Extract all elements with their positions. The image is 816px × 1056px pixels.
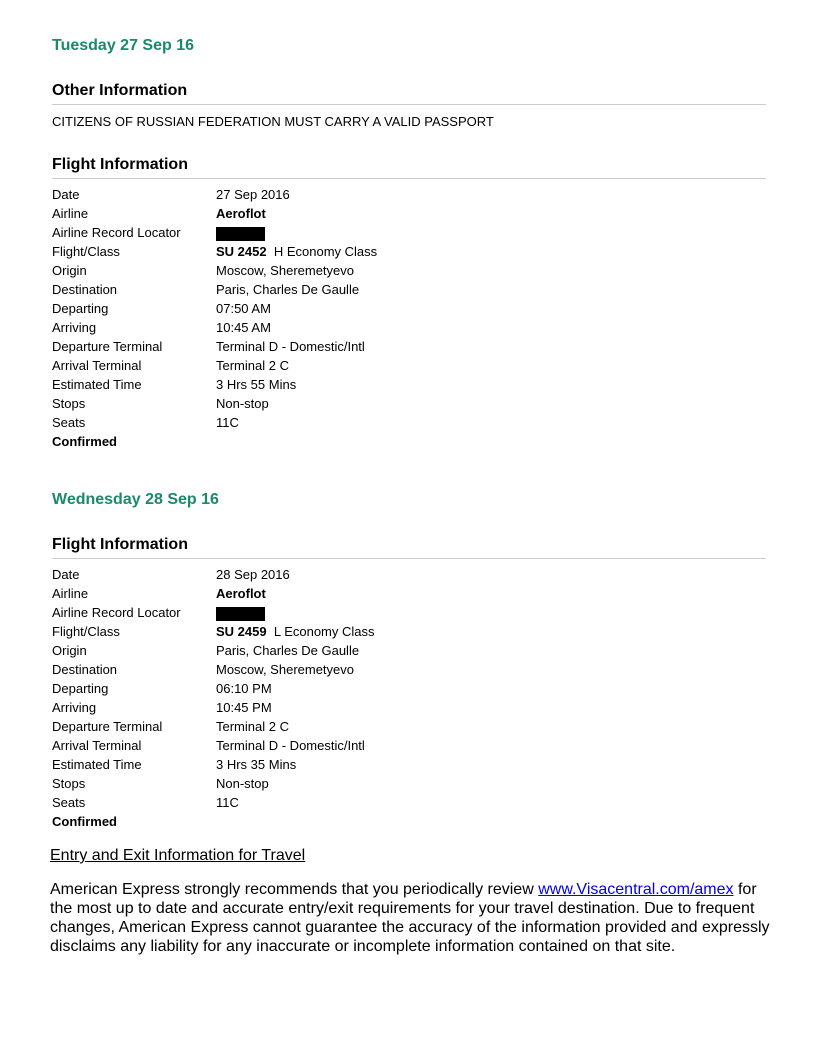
- detail-value: 27 Sep 2016: [216, 187, 290, 202]
- detail-row: [52, 299, 766, 318]
- detail-value: 10:45 AM: [216, 320, 271, 335]
- redaction-block: [216, 607, 265, 621]
- detail-label: Departure Terminal: [52, 719, 163, 734]
- status-confirmed: Confirmed: [52, 814, 117, 829]
- day-heading: Tuesday 27 Sep 16: [52, 37, 194, 54]
- detail-row: [52, 204, 766, 223]
- detail-label: Airline Record Locator: [52, 605, 181, 620]
- detail-value: 06:10 PM: [216, 681, 272, 696]
- detail-value: Terminal 2 C: [216, 719, 289, 734]
- detail-row: [52, 261, 766, 280]
- detail-label: Arriving: [52, 320, 97, 335]
- detail-row: [52, 185, 766, 204]
- detail-label: Destination: [52, 282, 118, 297]
- detail-value: Terminal D - Domestic/Intl: [216, 738, 365, 753]
- detail-row: [52, 280, 766, 299]
- detail-row: [52, 622, 766, 641]
- status-confirmed: Confirmed: [52, 434, 117, 449]
- detail-label: Airline: [52, 586, 89, 601]
- detail-row: [52, 774, 766, 793]
- detail-value: Non-stop: [216, 776, 269, 791]
- detail-value: 07:50 AM: [216, 301, 271, 316]
- detail-value: 3 Hrs 35 Mins: [216, 757, 297, 772]
- section-title: Other Information: [52, 82, 766, 105]
- detail-label: Arriving: [52, 700, 97, 715]
- class-name: H Economy Class: [273, 244, 378, 259]
- detail-value: 28 Sep 2016: [216, 567, 290, 582]
- detail-row: [52, 565, 766, 584]
- detail-value: 3 Hrs 55 Mins: [216, 377, 297, 392]
- detail-label: Date: [52, 567, 80, 582]
- detail-row: [52, 641, 766, 660]
- redaction-block: [216, 227, 265, 241]
- detail-label: Date: [52, 187, 80, 202]
- paragraph-text-after: for the most up to date and accurate entry/exit requirements for your travel destination. Due to frequent changes, American Express cannot guarantee the accuracy of the information provided and expressly disclaims any liability for any inaccurate or incomplete information contained on that site.: [50, 881, 770, 955]
- flight-class-value: [216, 242, 377, 261]
- detail-row: [52, 755, 766, 774]
- record-locator-value: [216, 223, 265, 242]
- detail-value: 11C: [216, 795, 239, 810]
- detail-label: Departing: [52, 301, 109, 316]
- detail-value: Terminal 2 C: [216, 358, 289, 373]
- detail-row: [52, 394, 766, 413]
- detail-label: Stops: [52, 396, 86, 411]
- detail-row: [52, 717, 766, 736]
- flight-details: [52, 565, 766, 831]
- detail-label: Arrival Terminal: [52, 738, 142, 753]
- detail-label: Seats: [52, 795, 86, 810]
- detail-value: Paris, Charles De Gaulle: [216, 282, 360, 297]
- detail-value: Paris, Charles De Gaulle: [216, 643, 360, 658]
- detail-label: Departure Terminal: [52, 339, 163, 354]
- flight-number: SU 2452: [216, 244, 267, 259]
- detail-value: 11C: [216, 415, 239, 430]
- detail-label: Flight/Class: [52, 624, 120, 639]
- flight-number: SU 2459: [216, 624, 267, 639]
- detail-label: Stops: [52, 776, 86, 791]
- detail-row: [52, 356, 766, 375]
- flight-class-value: [216, 622, 375, 641]
- detail-row: [52, 603, 766, 622]
- visacentral-link[interactable]: www.Visacentral.com/amex: [538, 881, 734, 898]
- detail-label: Estimated Time: [52, 757, 142, 772]
- detail-label: Estimated Time: [52, 377, 142, 392]
- day-heading: Wednesday 28 Sep 16: [52, 491, 219, 508]
- detail-row: [52, 318, 766, 337]
- class-name: L Economy Class: [273, 624, 375, 639]
- record-locator-value: [216, 603, 265, 622]
- airline-name: Aeroflot: [216, 206, 266, 221]
- detail-label: Flight/Class: [52, 244, 120, 259]
- detail-label: Departing: [52, 681, 109, 696]
- detail-label: Airline: [52, 206, 89, 221]
- detail-label: Arrival Terminal: [52, 358, 142, 373]
- detail-row: [52, 375, 766, 394]
- detail-label: Airline Record Locator: [52, 225, 181, 240]
- detail-label: Seats: [52, 415, 86, 430]
- detail-label: Origin: [52, 643, 87, 658]
- detail-label: Origin: [52, 263, 87, 278]
- detail-row: [52, 793, 766, 812]
- detail-value: Non-stop: [216, 396, 269, 411]
- other-info-text: CITIZENS OF RUSSIAN FEDERATION MUST CARRY A VALID PASSPORT: [52, 114, 494, 129]
- detail-row: [52, 679, 766, 698]
- detail-row: [52, 223, 766, 242]
- detail-row: [52, 413, 766, 432]
- detail-value: 10:45 PM: [216, 700, 272, 715]
- detail-value: Moscow, Sheremetyevo: [216, 662, 355, 677]
- entry-exit-paragraph: [50, 880, 770, 956]
- detail-row: [52, 698, 766, 717]
- detail-label: Destination: [52, 662, 118, 677]
- detail-row: [52, 584, 766, 603]
- detail-row: [52, 337, 766, 356]
- entry-exit-title: Entry and Exit Information for Travel: [50, 847, 306, 864]
- detail-row: [52, 736, 766, 755]
- detail-row: [52, 660, 766, 679]
- section-title: Flight Information: [52, 156, 766, 179]
- detail-value: Terminal D - Domestic/Intl: [216, 339, 365, 354]
- paragraph-text-before: American Express strongly recommends that you periodically review: [50, 881, 539, 898]
- detail-row: [52, 242, 766, 261]
- flight-details: [52, 185, 766, 451]
- airline-name: Aeroflot: [216, 586, 266, 601]
- detail-value: Moscow, Sheremetyevo: [216, 263, 355, 278]
- section-title: Flight Information: [52, 536, 766, 559]
